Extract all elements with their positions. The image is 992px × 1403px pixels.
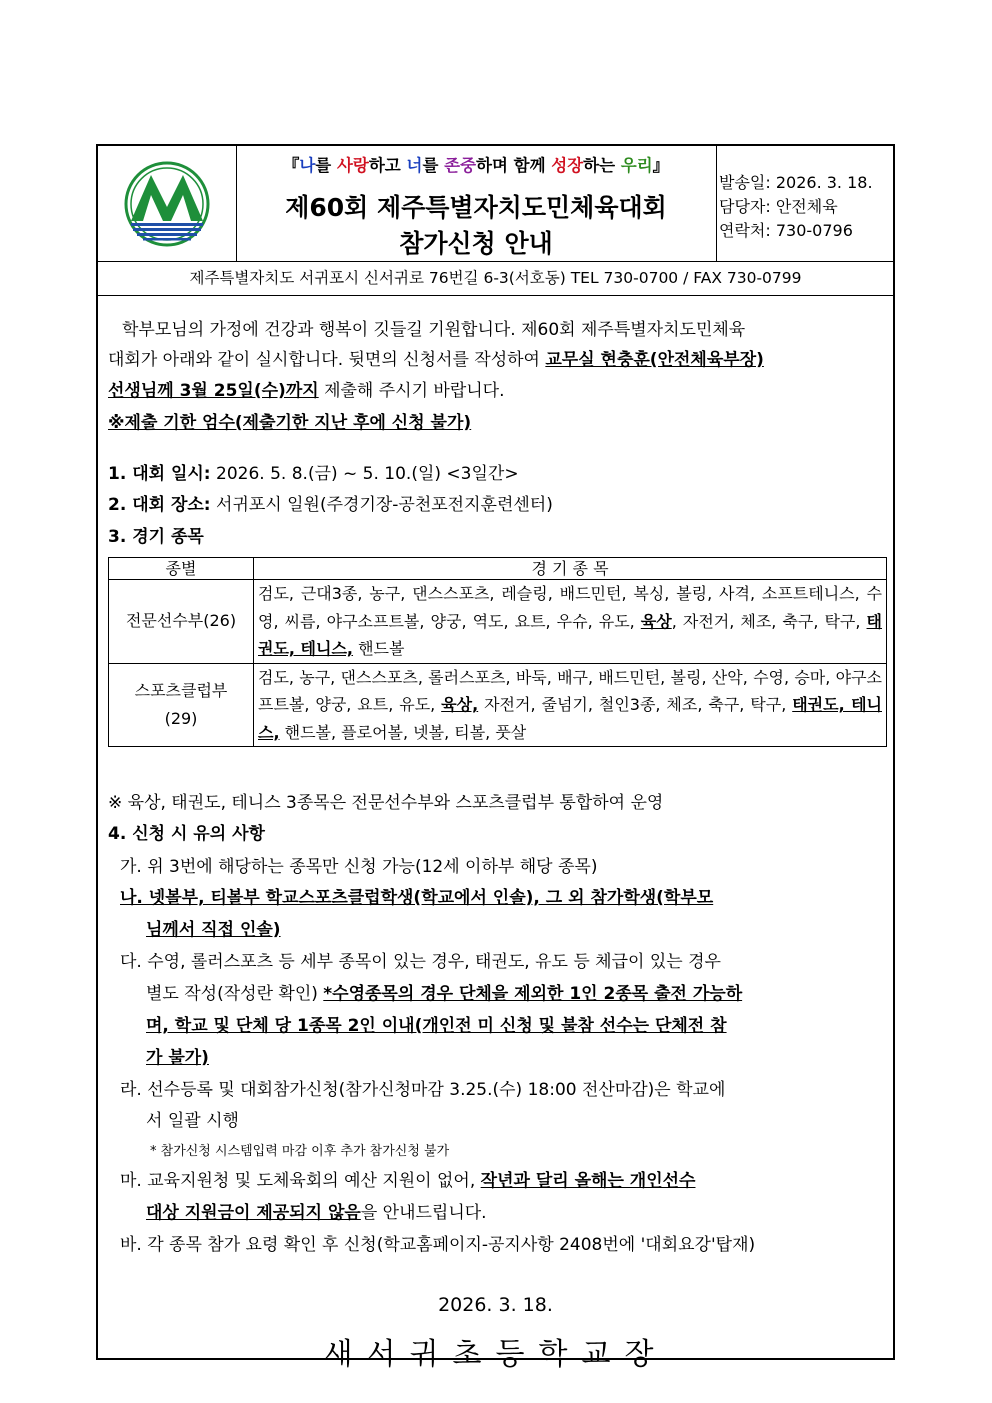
item-date: 1. 대회 일시: 2026. 5. 8.(금) ~ 5. 10.(일) <3일간> [108,464,519,484]
school-logo-icon [121,161,213,247]
note-da-3: 며, 학교 및 단체 당 1종목 2인 이내(개인전 미 신청 및 불참 선수는 단체전 참 [146,1016,727,1036]
item-events-title: 3. 경기 종목 [108,527,204,547]
title-cell [236,146,717,261]
col-division: 종별 [109,558,254,580]
section4-title: 4. 신청 시 유의 사항 [108,824,265,844]
note-ma-1: 마. 교육지원청 및 도체육회의 예산 지원이 없어, 작년과 달리 올해는 개인선수 [120,1171,696,1191]
note-na-1: 나. 넷볼부, 티볼부 학교스포츠클럽학생(학교에서 인솔), 그 외 참가학생(학부모 [120,888,714,908]
submit-to: 교무실 현충훈(안전체육부장) [545,350,764,370]
send-date: 발송일: 2026. 3. 18. [719,173,873,192]
events-table [108,557,887,747]
note-da-2: 별도 작성(작성란 확인) *수영종목의 경우 단체을 제외한 1인 2종목 출전 가능하 [146,984,743,1004]
issue-date: 2026. 3. 18. [438,1294,553,1316]
contact: 연락처: 730-0796 [719,221,853,240]
row-category: 전문선수부(26) [109,580,254,664]
school-address: 제주특별자치도 서귀포시 신서귀로 76번길 6-3(서호동) TEL 730-0700 / FAX 730-0799 [98,261,893,296]
table-row [109,580,887,664]
merge-note: ※ 육상, 태권도, 테니스 3종목은 전문선수부와 스포츠클럽부 통합하여 운영 [108,793,664,813]
note-ra-2: 서 일괄 시행 [146,1111,239,1131]
col-events: 경 기 종 목 [254,558,887,580]
row-event-list: 검도, 근대3종, 농구, 댄스스포츠, 레슬링, 배드민턴, 복싱, 볼링, 사격, 소프트테니스, 수영, 씨름, 야구소프트볼, 양궁, 역도, 요트, 우슈, 유도, 육상, 자전거, 체조, 축구, 탁구, 태권도, 테니스, 핸드볼 [254,580,887,664]
note-ga: 가. 위 3번에 해당하는 종목만 신청 가능(12세 이하부 해당 종목) [120,857,598,877]
row-event-list: 검도, 농구, 댄스스포츠, 롤러스포츠, 바둑, 배구, 배드민턴, 볼링, 산악, 수영, 승마, 야구소프트볼, 양궁, 요트, 유도, 육상, 자전거, 줄넘기, 철인3종, 체조, 축구, 탁구, 태권도, 테니스, 핸드볼, 플로어볼, 넷볼, 티볼, 풋살 [254,663,887,747]
school-slogan: 『나를 사랑하고 너를 존중하며 함께 성장하는 우리』 [282,156,670,175]
note-da-4: 가 불가) [146,1048,209,1068]
table-row [109,663,887,747]
document-frame [96,144,895,1372]
note-ra-small: * 참가신청 시스템입력 마감 이후 추가 참가신청 불가 [150,1144,450,1159]
intro-line-1: 학부모님의 가정에 건강과 행복이 깃들길 기원합니다. 제60회 제주특별자치도민체육 [122,320,746,340]
table-header-row [109,558,887,580]
note-na-2: 님께서 직접 인솔) [146,920,281,940]
school-logo-cell [98,146,237,261]
row-category: 스포츠클럽부 (29) [109,663,254,747]
manager: 담당자: 안전체육 [719,197,838,216]
sender-info [716,146,893,261]
principal-signature: 새서귀초등학교장 [323,1337,668,1372]
intro-line-2: 대회가 아래와 같이 실시합니다. 뒷면의 신청서를 작성하여 교무실 현충훈(안전체육부장) [108,350,764,370]
note-ra-1: 라. 선수등록 및 대회참가신청(참가신청마감 3.25.(수) 18:00 전산마감)은 학교에 [120,1080,726,1100]
letter-header [98,146,893,262]
deadline: 선생님께 3월 25일(수)까지 [108,381,319,401]
intro-line-3: 선생님께 3월 25일(수)까지 제출해 주시기 바랍니다. [108,381,505,401]
note-da-1: 다. 수영, 롤러스포츠 등 세부 종목이 있는 경우, 태권도, 유도 등 체급이 있는 경우 [120,952,721,972]
deadline-warning: ※제출 기한 엄수(제출기한 지난 후에 신청 불가) [108,413,472,433]
note-ba: 바. 각 종목 참가 요령 확인 후 신청(학교홈페이지-공지사항 2408번에 '대회요강'탑재) [120,1235,756,1255]
note-ma-2: 대상 지원금이 제공되지 않음을 안내드립니다. [146,1203,487,1223]
item-place: 2. 대회 장소: 서귀포시 일원(주경기장-공천포전지훈련센터) [108,495,553,515]
document-subtitle: 참가신청 안내 [399,229,553,258]
document-title: 제60회 제주특별자치도민체육대회 [285,193,667,222]
